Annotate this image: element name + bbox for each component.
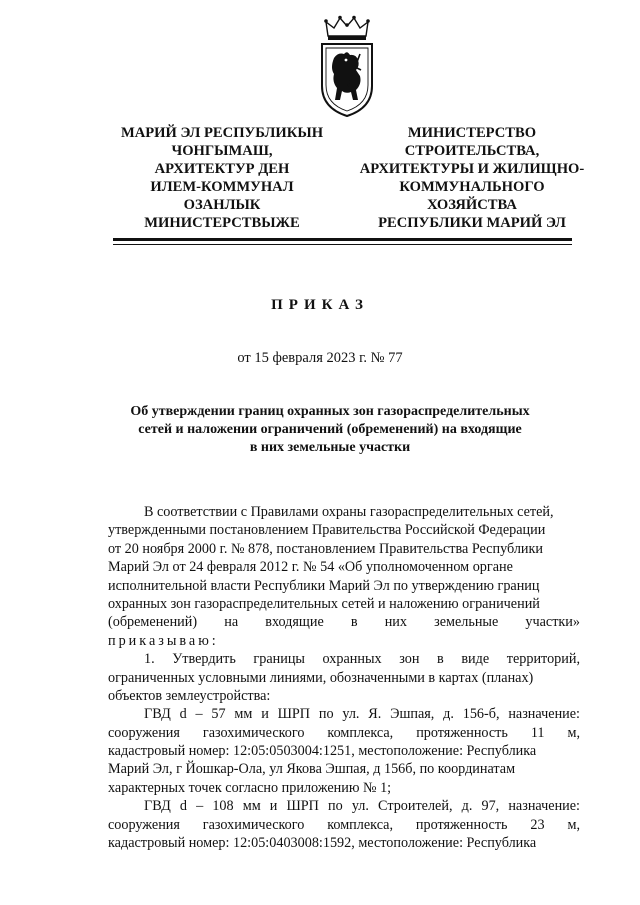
body-line: В соответствии с Правилами охраны газораспределительных сетей, [144,504,554,520]
body-line: объектов землеустройства: [108,687,271,704]
header-right-line: КОММУНАЛЬНОГО [399,179,545,195]
header-divider-thin [113,244,572,245]
coat-of-arms-icon [316,14,378,118]
body-line: утвержденными постановлением Правительства Российской Федерации [108,522,546,539]
body-line: от 20 ноября 2000 г. № 878, постановлением Правительства Республики [108,540,543,557]
header-left-line: МАРИЙ ЭЛ РЕСПУБЛИКЫН [120,125,324,141]
header-right-ministry-name [356,124,588,232]
body-line-order-verb: приказываю: [108,632,219,649]
header-right-line: ХОЗЯЙСТВА [427,197,517,213]
body-line: исполнительной власти Республики Марий Эл по утверждению границ [108,577,540,594]
header-left-line: ОЗАНЛЫК [183,197,261,213]
header-divider-thick [113,238,572,241]
body-line: ГВД d – 57 мм и ШРП по ул. Я. Эшпая, д. 156-б, назначение: [144,706,580,723]
header-right-line: СТРОИТЕЛЬСТВА, [404,143,540,159]
header-left-line: ЧОНГЫМАШ, [171,143,273,159]
body-line: сооружения газохимического комплекса, протяженность 23 м, [108,816,580,833]
body-line: 1. Утвердить границы охранных зон в виде территорий, [144,651,580,668]
body-line: ограниченных условными линиями, обозначенными в картах (планах) [108,669,534,686]
body-line: кадастровый номер: 12:05:0503004:1251, местоположение: Республика [108,743,537,760]
order-date: от 15 февраля 2023 г. № 77 [237,350,403,366]
body-line: Марий Эл, г Йошкар-Ола, ул Якова Эшпая, д 156б, по координатам [108,761,516,778]
subject-line: в них земельные участки [249,440,411,455]
header-right-line: МИНИСТЕРСТВО [407,125,537,141]
header-left-line: ИЛЕМ-КОММУНАЛ [150,179,294,195]
header-left-line: АРХИТЕКТУР ДЕН [154,161,290,177]
body-line: (обременений) на входящие в них земельные участки» [108,614,580,631]
header-right-line: АРХИТЕКТУРЫ И ЖИЛИЩНО- [359,161,585,177]
body-line: характерных точек согласно приложению № 1; [108,779,392,796]
order-body [108,503,580,852]
header-right-line: РЕСПУБЛИКИ МАРИЙ ЭЛ [378,215,566,231]
body-line: охранных зон газораспределительных сетей и наложению ограничений [108,595,540,612]
body-line: сооружения газохимического комплекса, протяженность 11 м, [108,724,580,741]
order-title: ПРИКАЗ [271,297,369,313]
header-left-ministry-name [104,124,340,232]
subject-line: Об утверждении границ охранных зон газораспределительных [130,404,530,419]
body-line: ГВД d – 108 мм и ШРП по ул. Строителей, д. 97, назначение: [144,798,580,815]
body-line: кадастровый номер: 12:05:0403008:1592, местоположение: Республика [108,835,537,852]
order-subject [110,403,550,457]
body-line: Марий Эл от 24 февраля 2012 г. № 54 «Об уполномоченном органе [108,559,513,576]
subject-line: сетей и наложении ограничений (обременений) на входящие [138,422,522,437]
header-left-line: МИНИСТЕРСТВЫЖЕ [144,215,300,231]
